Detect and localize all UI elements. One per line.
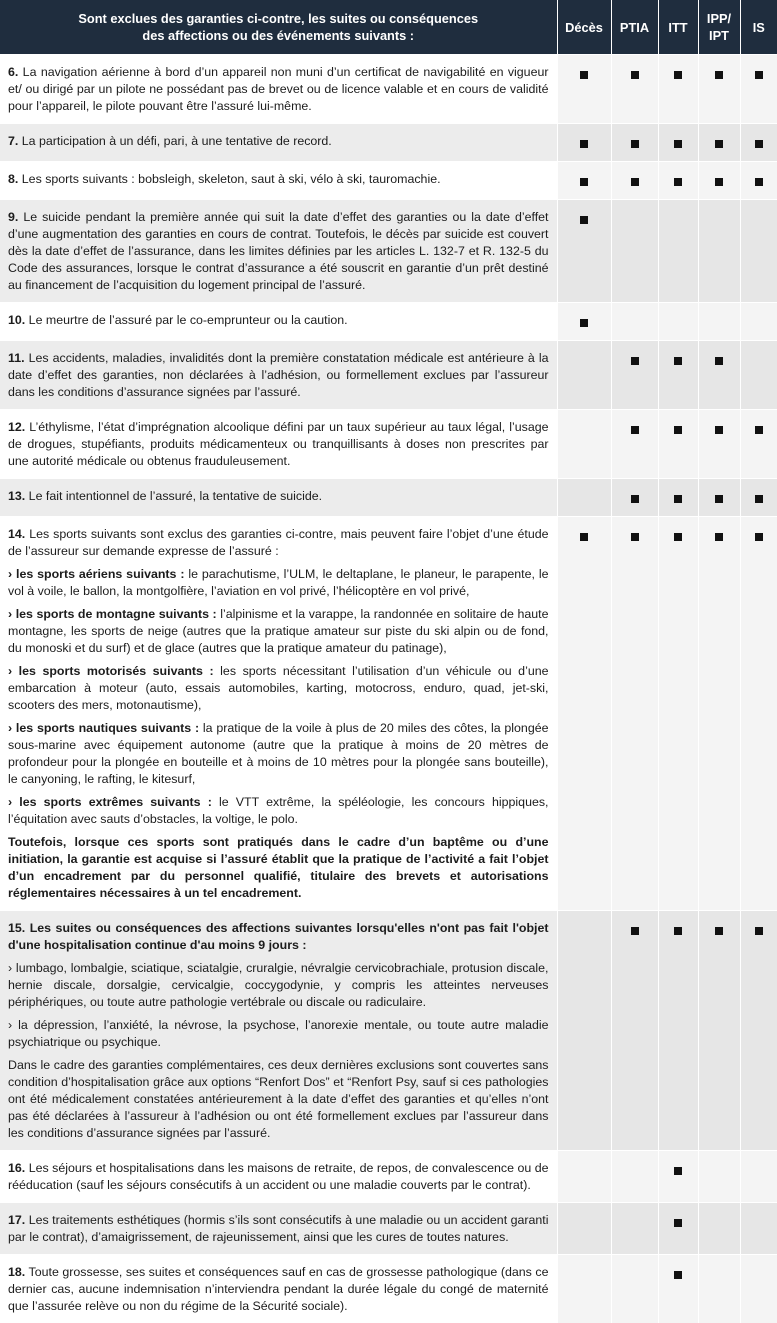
square-mark-icon	[674, 1167, 682, 1175]
mark-cell-ptia	[611, 200, 658, 303]
square-mark-icon	[715, 140, 723, 148]
square-mark-icon	[631, 357, 639, 365]
sub-item	[8, 606, 549, 657]
sub-item	[8, 720, 549, 788]
square-mark-icon	[631, 927, 639, 935]
mark-cell-itt	[658, 410, 698, 479]
row-number: 18.	[8, 1265, 25, 1279]
row-number: 15.	[8, 921, 25, 935]
row-text: Le suicide pendant la première année qui suit la date d’effet des garanties ou la date d’effet d’une augmentation des garanties en cours de contrat. Toutefois, le décès par suicide est couvert dès la date d’effet de l’assurance, dans les limites définies par les articles L. 132-7 et R. 132-5 du Code des assurances, lorsque le contrat d’assurance a été souscrit en garantie d’un prêt destiné au financement de l’acquisition du logement principal de l’assuré.	[8, 210, 549, 292]
sub-item: › lumbago, lombalgie, sciatique, sciatalgie, cruralgie, névralgie cervicobrachiale, protusion discale, hernie discale, dorsalgie, cervicalgie, coccygodynie, y compris les atteintes nerveuses périphériques, ou toute autre pathologie vertébrale ou discale ou radiculaire.	[8, 960, 549, 1011]
header-title-line2: des affections ou des événements suivants :	[142, 28, 414, 43]
mark-cell-itt	[658, 1203, 698, 1255]
row-text: Les séjours et hospitalisations dans les maisons de retraite, de repos, de convalescence ou de rééducation (sauf les séjours consécutifs à un accident ou une maladie couverts par le contrat).	[8, 1161, 549, 1192]
sub-item-lead: › les sports motorisés suivants :	[8, 664, 214, 678]
mark-cell-is	[740, 911, 777, 1151]
mark-cell-itt	[658, 479, 698, 517]
row-text: Toute grossesse, ses suites et conséquences sauf en cas de grossesse pathologique (dans ce dernier cas, aucune indemnisation n’interviendra pendant la durée légale du congé de maternité que l’assurée relève ou non du régime de la Sécurité sociale).	[8, 1265, 549, 1313]
square-mark-icon	[755, 71, 763, 79]
mark-cell-itt	[658, 303, 698, 341]
mark-cell-deces	[557, 1255, 611, 1323]
mark-cell-deces	[557, 1151, 611, 1203]
mark-cell-is	[740, 162, 777, 200]
square-mark-icon	[580, 216, 588, 224]
row-number: 7.	[8, 134, 18, 148]
row-description	[0, 410, 557, 479]
square-mark-icon	[631, 533, 639, 541]
sub-item-text: le parachutisme, l’ULM, le deltaplane, le planeur, le parapente, le vol à voile, le ballon, la montgolfière, l’aviation en vol privé, l’hélicoptère en vol privé,	[8, 567, 549, 598]
mark-cell-is	[740, 410, 777, 479]
mark-cell-ptia	[611, 341, 658, 410]
square-mark-icon	[631, 140, 639, 148]
mark-cell-is	[740, 1203, 777, 1255]
mark-cell-itt	[658, 517, 698, 911]
row-text: Les sports suivants : bobsleigh, skeleton, saut à ski, vélo à ski, tauromachie.	[18, 172, 440, 186]
sub-item-text: la pratique de la voile à plus de 20 miles des côtes, la plongée sous-marine avec équipement autonome (autre que la pratique à moins de 20 mètres de profondeur pour la plongée en bouteille et à moins de 10 mètres pour la plongée sans bouteille), le canyoning, le rafting, le kitesurf,	[8, 721, 549, 786]
row-text: Les accidents, maladies, invalidités dont la première constatation médicale est antérieure à la date d’effet des garanties, non déclarées à l’adhésion, ou formellement exclues par l’assureur dans les conditions d’assurance signées par l’assuré.	[8, 351, 549, 399]
row-description	[0, 200, 557, 303]
header-col-ipp-ipt	[698, 0, 740, 55]
sub-item-text: le VTT extrême, la spéléologie, les concours hippiques, l’équitation avec sauts d’obstacles, la voltige, le polo.	[8, 795, 549, 826]
header-col-deces: Décès	[557, 0, 611, 55]
mark-cell-ptia	[611, 517, 658, 911]
mark-cell-ptia	[611, 1255, 658, 1323]
square-mark-icon	[674, 1219, 682, 1227]
square-mark-icon	[674, 1271, 682, 1279]
row-number: 10.	[8, 313, 25, 327]
table-row	[0, 124, 777, 162]
mark-cell-ipp-ipt	[698, 162, 740, 200]
mark-cell-deces	[557, 479, 611, 517]
row-number: 6.	[8, 65, 18, 79]
mark-cell-itt	[658, 1151, 698, 1203]
row-description	[0, 1203, 557, 1255]
table-row	[0, 1255, 777, 1323]
square-mark-icon	[755, 178, 763, 186]
square-mark-icon	[580, 319, 588, 327]
row-description	[0, 341, 557, 410]
row-description	[0, 911, 557, 1151]
row-description	[0, 1255, 557, 1323]
table-row	[0, 162, 777, 200]
mark-cell-ptia	[611, 911, 658, 1151]
square-mark-icon	[755, 495, 763, 503]
table-row	[0, 303, 777, 341]
square-mark-icon	[755, 927, 763, 935]
square-mark-icon	[580, 71, 588, 79]
row-text: La navigation aérienne à bord d’un appareil non muni d’un certificat de navigabilité en vigueur et/ ou dirigé par un pilote ne possédant pas de brevet ou de licence valable et en cours de validité pour l’appareil, le pilote pouvant être l’assuré lui-même.	[8, 65, 549, 113]
header-col-itt: ITT	[658, 0, 698, 55]
square-mark-icon	[715, 426, 723, 434]
table-row	[0, 341, 777, 410]
row-number: 14.	[8, 527, 25, 541]
sub-item-lead: › les sports nautiques suivants :	[8, 721, 199, 735]
row-text: Le meurtre de l’assuré par le co-emprunteur ou la caution.	[25, 313, 347, 327]
square-mark-icon	[755, 426, 763, 434]
mark-cell-ipp-ipt	[698, 1255, 740, 1323]
table-row	[0, 517, 777, 911]
mark-cell-ipp-ipt	[698, 303, 740, 341]
table-row	[0, 1151, 777, 1203]
square-mark-icon	[715, 71, 723, 79]
header-col-ptia: PTIA	[611, 0, 658, 55]
square-mark-icon	[674, 533, 682, 541]
row-footer-note: Dans le cadre des garanties complémentaires, ces deux dernières exclusions sont couvertes sans condition d’hospitalisation grâce aux options “Renfort Dos” et “Renfort Psy, sauf si ces pathologies ont été médicalement constatées antérieurement à la date d’effet des garanties et qu’elles n’ont pas été déclarées à l’assureur à l’adhésion ou ont été formellement exclues par l’assureur dans les conditions d’assurance signées par l’assuré.	[8, 1057, 549, 1142]
mark-cell-ipp-ipt	[698, 410, 740, 479]
sub-item-lead: › les sports extrêmes suivants :	[8, 795, 212, 809]
row-number: 16.	[8, 1161, 25, 1175]
mark-cell-ptia	[611, 410, 658, 479]
mark-cell-ptia	[611, 303, 658, 341]
square-mark-icon	[674, 178, 682, 186]
row-description	[0, 479, 557, 517]
mark-cell-ipp-ipt	[698, 517, 740, 911]
table-header	[0, 0, 777, 55]
mark-cell-is	[740, 55, 777, 124]
mark-cell-ptia	[611, 1203, 658, 1255]
mark-cell-is	[740, 479, 777, 517]
table-row	[0, 55, 777, 124]
mark-cell-is	[740, 1255, 777, 1323]
mark-cell-ipp-ipt	[698, 1151, 740, 1203]
square-mark-icon	[715, 927, 723, 935]
square-mark-icon	[631, 426, 639, 434]
header-col-ipp-ipt-label: IPP/ IPT	[704, 10, 734, 44]
mark-cell-itt	[658, 55, 698, 124]
table-row	[0, 479, 777, 517]
mark-cell-ipp-ipt	[698, 341, 740, 410]
row-description	[0, 1151, 557, 1203]
square-mark-icon	[715, 495, 723, 503]
mark-cell-deces	[557, 911, 611, 1151]
row-text: Le fait intentionnel de l’assuré, la tentative de suicide.	[25, 489, 322, 503]
mark-cell-itt	[658, 1255, 698, 1323]
square-mark-icon	[580, 178, 588, 186]
square-mark-icon	[580, 140, 588, 148]
mark-cell-deces	[557, 517, 611, 911]
row-number: 12.	[8, 420, 25, 434]
header-col-is: IS	[740, 0, 777, 55]
mark-cell-itt	[658, 162, 698, 200]
mark-cell-itt	[658, 911, 698, 1151]
row-description	[0, 303, 557, 341]
row-text: L’éthylisme, l’état d’imprégnation alcoolique défini par un taux supérieur au taux légal, l’usage de drogues, stupéfiants, produits médicamenteux ou tranquillisants à doses non prescrites par une autorité médicale ou obtenus frauduleusement.	[8, 420, 549, 468]
sub-item	[8, 566, 549, 600]
mark-cell-ipp-ipt	[698, 1203, 740, 1255]
mark-cell-is	[740, 303, 777, 341]
mark-cell-itt	[658, 124, 698, 162]
table-row	[0, 1203, 777, 1255]
row-number: 8.	[8, 172, 18, 186]
sub-item-text: les sports nécessitant l’utilisation d’un véhicule ou d’une embarcation à moteur (auto, essais automobiles, karting, motocross, enduro, quad, jet-ski, scooters des mers, motonautisme),	[8, 664, 549, 712]
mark-cell-is	[740, 124, 777, 162]
row-intro	[8, 526, 549, 560]
sub-item-lead: › les sports de montagne suivants :	[8, 607, 217, 621]
mark-cell-ipp-ipt	[698, 911, 740, 1151]
mark-cell-deces	[557, 1203, 611, 1255]
sub-item-text: l’alpinisme et la varappe, la randonnée en solitaire de haute montagne, les sports de neige (autres que la pratique amateur sur piste du ski alpin ou de fond, du monoski et du surf) et de glace (autres que la pratique amateur du patinage),	[8, 607, 549, 655]
row-text: Les suites ou conséquences des affections suivantes lorsqu'elles n'ont pas fait l'objet d'une hospitalisation continue d'au moins 9 jours :	[8, 921, 549, 952]
mark-cell-ptia	[611, 124, 658, 162]
mark-cell-ipp-ipt	[698, 124, 740, 162]
row-number: 9.	[8, 210, 18, 224]
mark-cell-ipp-ipt	[698, 479, 740, 517]
row-description	[0, 55, 557, 124]
row-text: Les sports suivants sont exclus des garanties ci-contre, mais peuvent faire l’objet d’une étude de l’assureur sur demande expresse de l’assuré :	[8, 527, 549, 558]
square-mark-icon	[674, 140, 682, 148]
row-number: 11.	[8, 351, 25, 365]
mark-cell-is	[740, 341, 777, 410]
sub-item: › la dépression, l’anxiété, la névrose, la psychose, l’anorexie mentale, ou toute autre maladie psychiatrique ou psychique.	[8, 1017, 549, 1051]
header-title	[0, 0, 557, 55]
square-mark-icon	[674, 927, 682, 935]
sub-item-lead: › les sports aériens suivants :	[8, 567, 184, 581]
mark-cell-ptia	[611, 55, 658, 124]
mark-cell-is	[740, 200, 777, 303]
mark-cell-deces	[557, 341, 611, 410]
row-description	[0, 124, 557, 162]
mark-cell-ptia	[611, 162, 658, 200]
square-mark-icon	[631, 495, 639, 503]
sub-item	[8, 663, 549, 714]
mark-cell-deces	[557, 162, 611, 200]
row-intro	[8, 920, 549, 954]
square-mark-icon	[715, 178, 723, 186]
mark-cell-ipp-ipt	[698, 55, 740, 124]
row-description	[0, 162, 557, 200]
square-mark-icon	[674, 426, 682, 434]
square-mark-icon	[755, 533, 763, 541]
square-mark-icon	[674, 357, 682, 365]
square-mark-icon	[674, 495, 682, 503]
square-mark-icon	[715, 357, 723, 365]
row-number: 13.	[8, 489, 25, 503]
square-mark-icon	[580, 533, 588, 541]
square-mark-icon	[755, 140, 763, 148]
square-mark-icon	[715, 533, 723, 541]
mark-cell-deces	[557, 303, 611, 341]
square-mark-icon	[674, 71, 682, 79]
row-text: La participation à un défi, pari, à une tentative de record.	[18, 134, 331, 148]
mark-cell-ptia	[611, 1151, 658, 1203]
row-description	[0, 517, 557, 911]
mark-cell-itt	[658, 200, 698, 303]
table-row	[0, 911, 777, 1151]
mark-cell-deces	[557, 124, 611, 162]
row-text: Les traitements esthétiques (hormis s’ils sont consécutifs à une maladie ou un accident garanti par le contrat), d’amaigrissement, de rajeunissement, ainsi que les cures de toutes natures.	[8, 1213, 549, 1244]
mark-cell-ipp-ipt	[698, 200, 740, 303]
mark-cell-deces	[557, 410, 611, 479]
mark-cell-is	[740, 1151, 777, 1203]
mark-cell-deces	[557, 200, 611, 303]
mark-cell-itt	[658, 341, 698, 410]
mark-cell-deces	[557, 55, 611, 124]
table-row	[0, 410, 777, 479]
table-row	[0, 200, 777, 303]
row-footer-note: Toutefois, lorsque ces sports sont pratiqués dans le cadre d’un baptême ou d’une initiation, la garantie est acquise si l’assuré établit que la pratique de l’activité a fait l’objet d’un encadrement par du personnel qualifié, titulaire des brevets et autorisations réglementaires nécessaires à un tel encadrement.	[8, 834, 549, 902]
header-title-line1: Sont exclues des garanties ci-contre, les suites ou conséquences	[78, 11, 478, 26]
sub-item	[8, 794, 549, 828]
row-number: 17.	[8, 1213, 25, 1227]
mark-cell-is	[740, 517, 777, 911]
mark-cell-ptia	[611, 479, 658, 517]
square-mark-icon	[631, 71, 639, 79]
square-mark-icon	[631, 178, 639, 186]
